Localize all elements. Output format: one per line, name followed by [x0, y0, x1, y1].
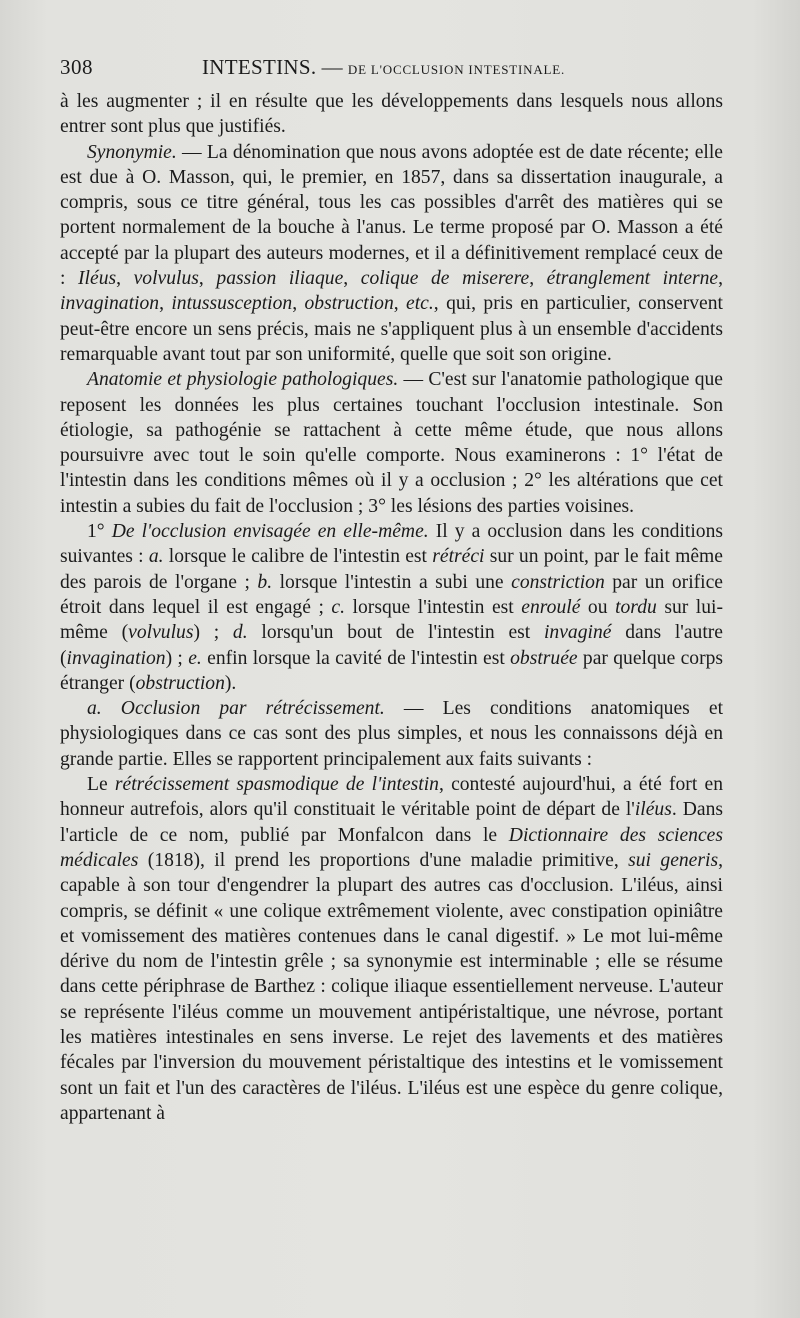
paragraph-text: dans l'autre ( — [60, 622, 723, 669]
paragraph-text: sur lui-même ( — [60, 596, 724, 644]
punctuation: , — [718, 268, 724, 290]
header-separator: — — [316, 55, 348, 79]
paragraph-text: (1818), il prend les proportions d'une maladie primitive, — [138, 849, 629, 871]
italic-term: rétréci — [432, 546, 485, 568]
italic-term: rétrécissement spasmodique de l'intestin — [114, 774, 439, 796]
paragraph-text: ou — [580, 596, 616, 618]
paragraph-spasmodique — [60, 772, 723, 1126]
paragraph-text: Il y a occlusion dans les conditions suivantes : — [60, 521, 723, 568]
italic-term: enroulé — [521, 596, 581, 618]
paragraph-text: , qui, pris en particulier, conservent peut-être encore un sens précis, mais ne s'appliquent plus à un ensemble d'accidents remarquable avant tout par son uniformité, quelle que soit son origine. — [60, 293, 723, 365]
list-letter: d. — [232, 622, 248, 644]
body-text — [60, 89, 723, 1126]
italic-term: étranglement interne — [546, 268, 719, 290]
punctuation: , — [393, 293, 407, 315]
paragraph-text: par un orifice étroit dans lequel il est engagé ; — [60, 571, 724, 618]
italic-term: volvulus — [133, 268, 199, 290]
punctuation: , — [343, 268, 361, 290]
paragraph-occlusion — [60, 519, 723, 696]
page-number: 308 — [60, 55, 93, 79]
section-heading: a. Occlusion par rétrécissement. — [87, 698, 385, 720]
list-letter: e. — [188, 647, 202, 669]
punctuation: , — [292, 293, 305, 315]
paragraph-text: lorsque le calibre de l'intestin est — [163, 546, 433, 568]
paragraph-text: . Dans l'article de ce nom, publié par Monfalcon dans le — [60, 799, 723, 846]
paragraph-text: lorsque l'intestin est — [345, 596, 522, 618]
italic-term: volvulus — [128, 622, 194, 644]
paragraph-text: ) ; — [165, 647, 189, 669]
paragraph-text: lorsqu'un bout de l'intestin est — [247, 622, 544, 644]
italic-term: obstruée — [510, 647, 578, 669]
paragraph-synonymie — [60, 140, 723, 368]
chapter-title: INTESTINS. — [202, 55, 317, 79]
italic-term: sui generis — [628, 849, 719, 871]
paragraph-text: — C'est sur l'anatomie pathologique que reposent les données les plus certaines touchant l'occlusion intestinale. Son étiologie, sa pathogénie se rattachent à cette même étude, que nous allons poursuivre avec tout le soin qu'elle comporte. Nous examinerons : 1° l'état de l'intestin dans les conditions mêmes où il y a occlusion ; 2° les altérations que cet intestin a subies du fait de l'occlusion ; 3° les lésions des parties voisines. — [60, 369, 723, 517]
paragraph-text: ) ; — [193, 622, 233, 644]
punctuation: , — [529, 268, 547, 290]
running-header — [60, 52, 720, 82]
paragraph-text: sur un point, par le fait même des parois de l'organe ; — [60, 546, 723, 593]
list-letter: c. — [331, 596, 346, 618]
italic-term: obstruction — [304, 293, 394, 315]
section-heading: De l'occlusion envisagée en elle-même. — [111, 521, 429, 543]
section-heading: Synonymie. — [87, 141, 177, 163]
list-number: 1° — [87, 521, 112, 543]
section-heading: Anatomie et physiologie pathologiques. — [87, 369, 399, 391]
italic-term: constriction — [511, 571, 605, 593]
paragraph-text: — Les conditions anatomiques et physiologiques dans ce cas sont des plus simples, et nous les connaissons déjà en grande partie. Elles se rapportent principalement aux faits suivants : — [60, 698, 724, 770]
italic-term: obstruction — [135, 672, 225, 694]
italic-term: intussusception — [171, 293, 293, 315]
paragraph-text: à les augmenter ; il en résulte que les développements dans lesquels nous allons entrer sont plus que justifiés. — [60, 91, 723, 138]
list-letter: a. — [148, 546, 164, 568]
paragraph-text: Le — [87, 774, 115, 796]
paragraph-text: , capable à son tour d'engendrer la plupart des autres cas d'occlusion. L'iléus, ainsi compris, se définit « une colique extrêmement violente, avec constipation opiniâtre et vomissement des matières contenues dans le canal digestif. » Le mot lui-même dérive du nom de l'intestin grêle ; sa synonymie est interminable ; elle se résume dans cette périphrase de Barthez : colique iliaque essentiellement nerveuse. L'auteur se représente l'iléus comme un mouvement antipéristaltique, une névrose, portant les matières intestinales en sens inverse. Le rejet des lavements et des matières fécales par l'inversion du mouvement péristaltique des intestins et le vomissement sont un fait et l'un des caractères de l'iléus. L'iléus est une espèce du genre colique, appartenant à — [60, 849, 723, 1124]
paragraph-continuation — [60, 89, 723, 140]
italic-term: Dictionnaire des sciences médicales — [60, 824, 723, 871]
section-title: DE L'OCCLUSION INTESTINALE. — [347, 62, 566, 77]
running-title — [202, 52, 565, 85]
paragraph-text: enfin lorsque la cavité de l'intestin est — [201, 647, 511, 669]
paragraph-retrecissement — [60, 696, 723, 772]
paragraph-text: lorsque l'intestin a subi une — [272, 571, 512, 593]
italic-term: Iléus — [78, 268, 117, 290]
list-letter: b. — [257, 571, 273, 593]
italic-term: tordu — [615, 596, 657, 618]
italic-term: invagination — [60, 293, 160, 315]
italic-term: invaginé — [543, 622, 612, 644]
punctuation: , — [159, 293, 172, 315]
italic-term: colique de miserere — [360, 268, 530, 290]
italic-term: passion iliaque — [216, 268, 344, 290]
italic-term: iléus — [634, 799, 672, 821]
italic-term: etc. — [406, 293, 434, 315]
punctuation: , — [116, 268, 134, 290]
paragraph-text: ). — [224, 672, 237, 694]
paragraph-text: , contesté aujourd'hui, a été fort en honneur autrefois, alors qu'il constituait le véritable point de départ de l' — [60, 774, 723, 821]
punctuation: , — [198, 268, 217, 290]
paragraph-text: — La dénomination que nous avons adoptée est de date récente; elle est due à O. Masson, qui, le premier, en 1857, dans sa dissertation inaugurale, a compris, sous ce titre général, tous les cas possibles d'arrêt des matières qui se portent normalement de la bouche à l'anus. Le terme proposé par O. Masson a été accepté par la plupart des auteurs modernes, et il a définitivement remplacé ceux de : — [60, 141, 723, 290]
italic-term: invagination — [66, 647, 166, 669]
paragraph-text: par quelque corps étranger ( — [60, 647, 724, 694]
paragraph-anatomie — [60, 367, 723, 519]
